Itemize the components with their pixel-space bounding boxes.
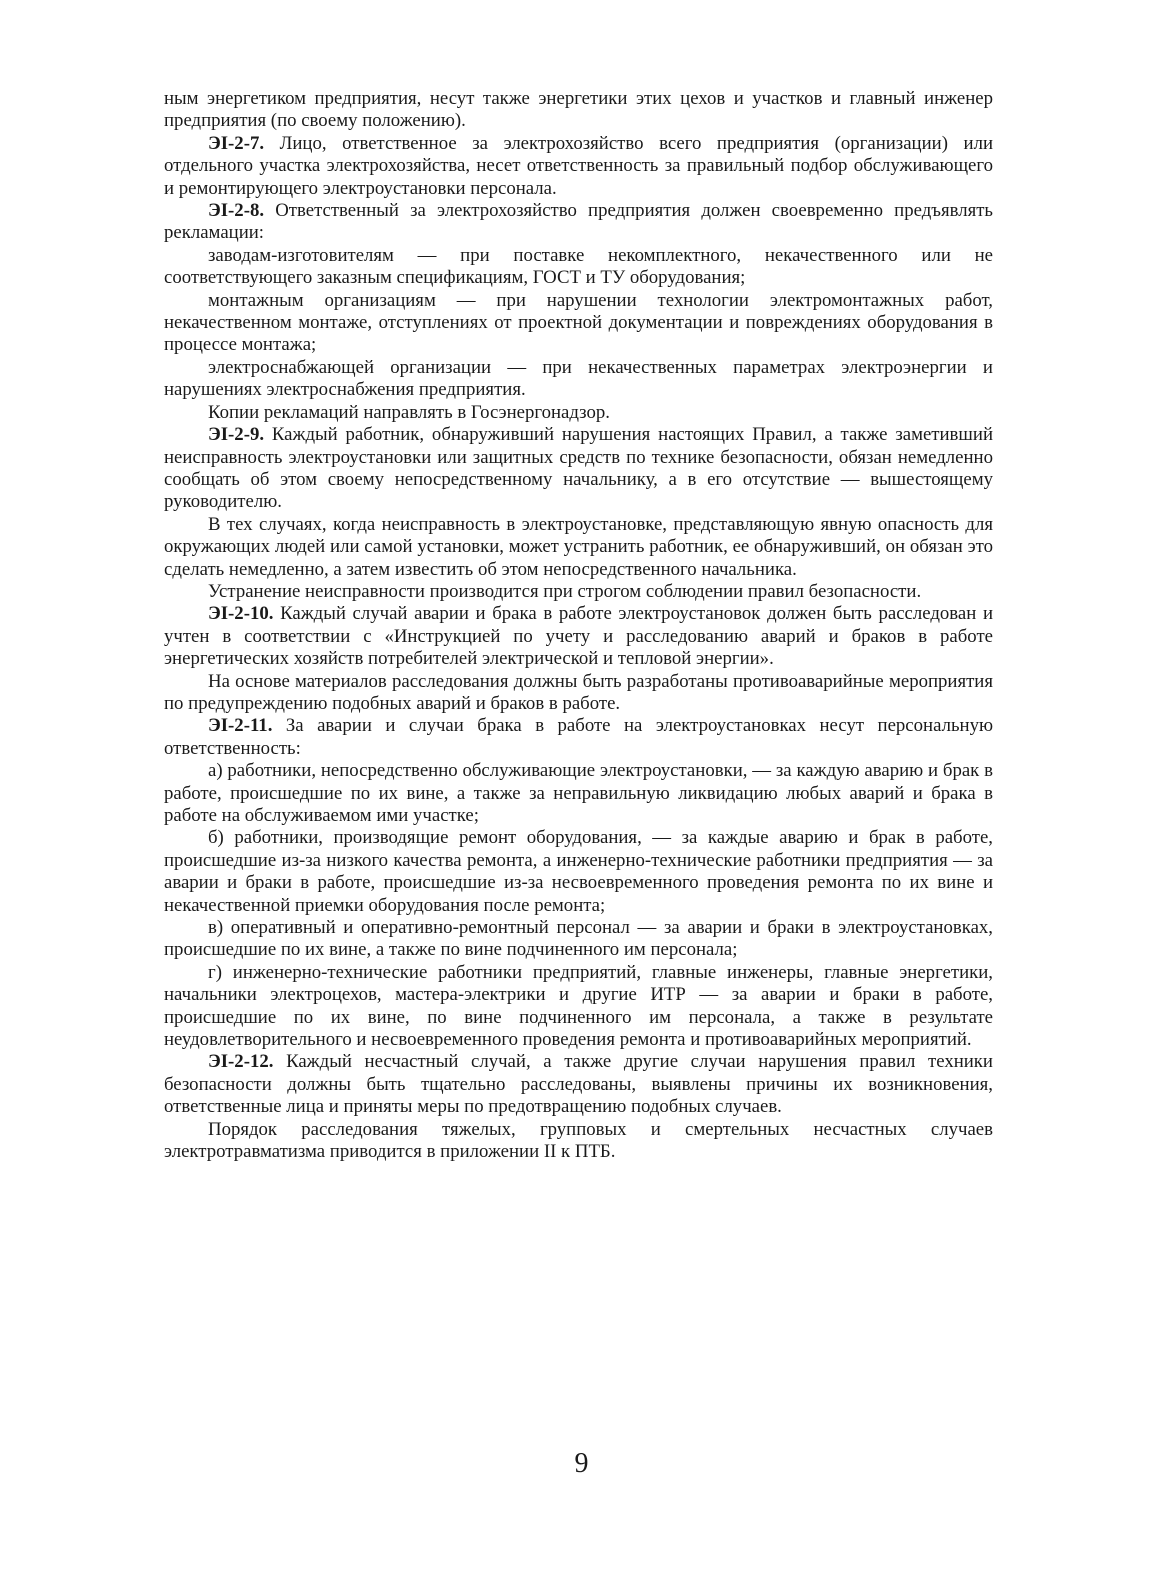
paragraph-9: В тех случаях, когда неисправность в электроустановке, представляющую явную опасность для окружающих людей или самой установки, может устранить работник, ее обнаруживший, он обязан это сделать немедленно, а затем известить об этом непосредственного начальника. (164, 513, 993, 580)
paragraph-2: ЭI-2-7. Лицо, ответственное за электрохозяйство всего предприятия (организации) или отдельного участка электрохозяйства, несет ответственность за правильный подбор обслуживающего и ремонтирующего электроустановки персонала. (164, 132, 993, 199)
paragraph-1: ным энергетиком предприятия, несут также энергетики этих цехов и участков и главный инженер предприятия (по своему положению). (164, 88, 993, 132)
paragraph-5: монтажным организациям — при нарушении технологии электромонтажных работ, некачественном монтаже, отступлениях от проектной документации и повреждениях оборудования в процессе монтажа; (164, 289, 993, 356)
body-text (164, 88, 993, 1164)
page-number: 9 (574, 1448, 589, 1479)
paragraph-17: г) инженерно-технические работники предприятий, главные инженеры, главные энергетики, начальники электроцехов, мастера-электрики и другие ИТР — за аварии и браки в работе, происшедшие по их вине, по вине подчиненного им персонала, а также в результате неудовлетворительного и несвоевременного проведения ремонта и противоаварийных мероприятий. (164, 961, 993, 1051)
section-number: ЭI-2-12. (208, 1051, 274, 1073)
paragraph-3: ЭI-2-8. Ответственный за электрохозяйство предприятия должен своевременно предъявлять рекламации: (164, 200, 993, 244)
paragraph-15: б) работники, производящие ремонт оборудования, — за каждые аварию и брак в работе, происшедшие из-за низкого качества ремонта, а инженерно-технические работники предприятия — за аварии и браки в работе, происшедшие из-за несвоевременного проведения ремонта по их вине и некачественной приемки оборудования после ремонта; (164, 827, 993, 916)
paragraph-8: ЭI-2-9. Каждый работник, обнаруживший нарушения настоящих Правил, а также заметивший неисправность электроустановки или защитных средств по технике безопасности, обязан немедленно сообщать об этом своему непосредственному начальнику, а в его отсутствие — вышестоящему руководителю. (164, 424, 993, 513)
section-number: ЭI-2-10. (208, 603, 274, 625)
section-number: ЭI-2-7. (208, 132, 265, 154)
paragraph-6: электроснабжающей организации — при некачественных параметрах электроэнергии и нарушениях электроснабжения предприятия. (164, 356, 993, 401)
paragraph-16: в) оперативный и оперативно-ремонтный персонал — за аварии и браки в электроустановках, происшедшие по их вине, а также по вине подчиненного им персонала; (164, 917, 993, 961)
paragraph-19: Порядок расследования тяжелых, групповых и смертельных несчастных случаев электротравматизма приводится в приложении II к ПТБ. (164, 1118, 993, 1163)
section-number: ЭI-2-9. (208, 424, 265, 446)
paragraph-10: Устранение неисправности производится при строгом соблюдении правил безопасности. (208, 580, 922, 602)
paragraph-13: ЭI-2-11. За аварии и случаи брака в работе на электроустановках несут персональную ответственность: (164, 715, 993, 759)
section-number: ЭI-2-8. (208, 200, 265, 222)
paragraph-12: На основе материалов расследования должны быть разработаны противоаварийные мероприятия по предупреждению подобных аварий и браков в работе. (164, 670, 993, 714)
paragraph-4: заводам-изготовителям — при поставке некомплектного, некачественного или не соответствующего заказным спецификациям, ГОСТ и ТУ оборудования; (164, 244, 993, 289)
paragraph-7: Копии рекламаций направлять в Госэнергонадзор. (208, 401, 610, 423)
paragraph-11: ЭI-2-10. Каждый случай аварии и брака в работе электроустановок должен быть расследован и учтен в соответствии с «Инструкцией по учету и расследованию аварий и браков в работе энергетических хозяйств потребителей электрической и тепловой энергии». (164, 603, 993, 670)
paragraph-18: ЭI-2-12. Каждый несчастный случай, а также другие случаи нарушения правил техники безопасности должны быть тщательно расследованы, выявлены причины их возникновения, ответственные лица и приняты меры по предотвращению подобных случаев. (164, 1051, 993, 1118)
section-number: ЭI-2-11. (208, 715, 273, 737)
paragraph-14: а) работники, непосредственно обслуживающие электроустановки, — за каждую аварию и брак в работе, происшедшие по их вине, а также за неправильную ликвидацию любых аварий и брака в работе на обслуживаемом ими участке; (164, 760, 993, 826)
